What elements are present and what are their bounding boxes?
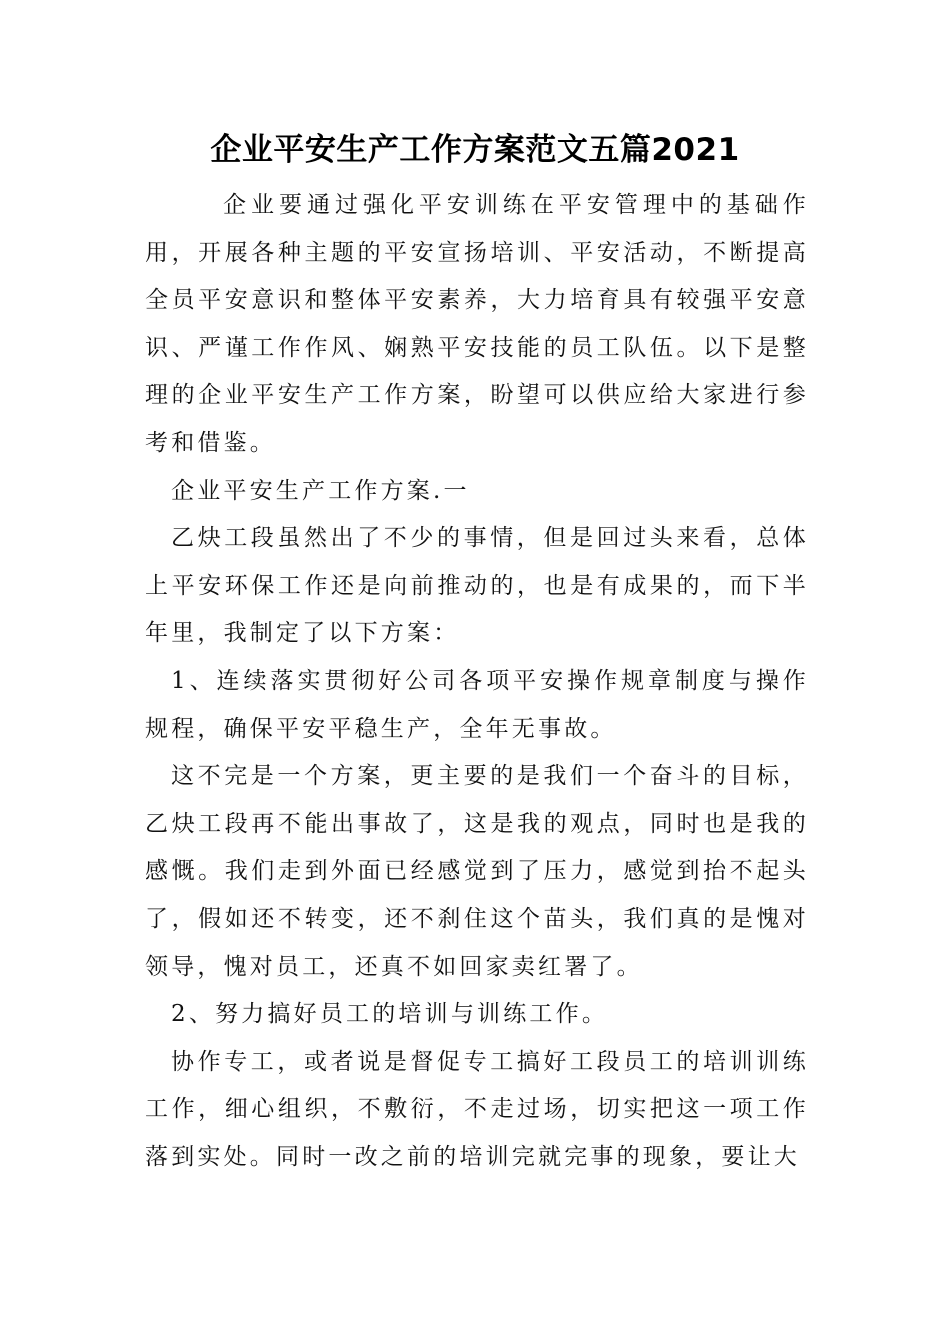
body-paragraph: 这不完是一个方案，更主要的是我们一个奋斗的目标，乙炔工段再不能出事故了，这是我的观点，同时也是我的感慨。我们走到外面已经感觉到了压力，感觉到抬不起头了，假如还不转变，还不刹住这个苗头，我们真的是愧对领导，愧对员工，还真不如回家卖红署了。 bbox=[145, 763, 809, 980]
numbered-item-1: 1、连续落实贯彻好公司各项平安操作规章制度与操作规程，确保平安平稳生产，全年无事故。 bbox=[145, 667, 809, 742]
intro-paragraph: 企业要通过强化平安训练在平安管理中的基础作用，开展各种主题的平安宣扬培训、平安活动，不断提高全员平安意识和整体平安素养，大力培育具有较强平安意识、严谨工作作风、娴熟平安技能的员工队伍。以下是整理的企业平安生产工作方案，盼望可以供应给大家进行参考和借鉴。 bbox=[145, 192, 809, 456]
numbered-item-2: 2、努力搞好员工的培训与训练工作。 bbox=[171, 1001, 609, 1028]
body-paragraph: 协作专工，或者说是督促专工搞好工段员工的培训训练工作，细心组织，不敷衍，不走过场，切实把这一项工作落到实处。同时一改之前的培训完就完事的现象，要让大 bbox=[145, 1048, 809, 1170]
body-paragraph: 乙炔工段虽然出了不少的事情，但是回过头来看，总体上平安环保工作还是向前推动的，也是有成果的，而下半年里，我制定了以下方案： bbox=[145, 525, 809, 647]
document-body bbox=[145, 182, 809, 1181]
section-heading: 企业平安生产工作方案.一 bbox=[171, 477, 470, 504]
document-title: 企业平安生产工作方案范文五篇2021 bbox=[210, 132, 740, 168]
